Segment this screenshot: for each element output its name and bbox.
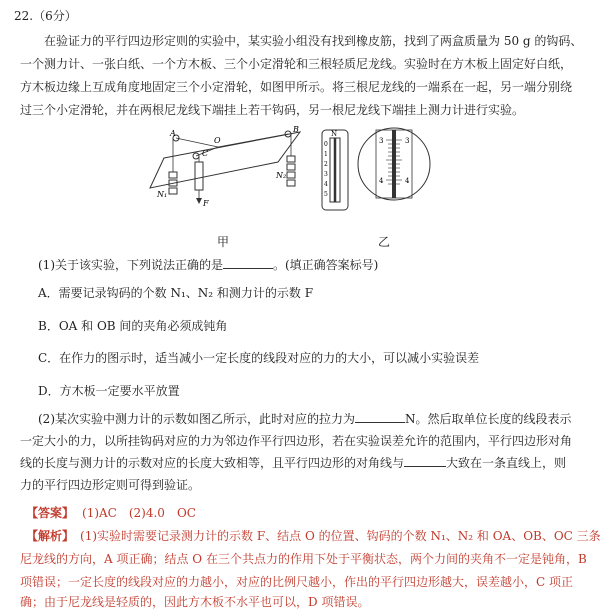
option-a: A．需要记录钩码的个数 N₁、N₂ 和测力计的示数 F	[38, 286, 314, 300]
label-n: N	[331, 130, 338, 138]
answer-line	[26, 505, 196, 521]
tick-0: 0	[324, 141, 328, 148]
stem-line-3: 方木板边缘上互成角度地固定三个小定滑轮，如图甲所示。将三根尼龙线的一端系在一起，另一端分别绕	[20, 80, 573, 94]
part2-line-1	[38, 411, 572, 427]
part2-l3a: 线的长度与测力计的示数对应的长度大致相等，且平行四边形的对角线与	[20, 456, 405, 470]
option-c: C．在作力的图示时，适当减小一定长度的线段对应的力的大小，可以减小实验误差	[38, 351, 480, 365]
part2-line-2: 一定大小的力，以所挂钩码对应的力为邻边作平行四边形，若在实验误差允许的范围内，平行四边形对角	[20, 434, 573, 448]
part2-line-3	[20, 455, 566, 471]
analysis-line-3: 项错误；一定长度的线段对应的力越小，对应的比例尺越小，作出的平行四边形越大，误差越小，C 项正	[20, 575, 574, 589]
stem-line-2: 一个测力计、一张白纸、一个方木板、三个小定滑轮和三根轻质尼龙线。实验时在方木板上固定好白纸，	[20, 57, 573, 71]
part2-l1b: N。然后取单位长度的线段表示	[405, 412, 572, 426]
option-b: B．OA 和 OB 间的夹角必须成钝角	[38, 319, 228, 333]
label-a: A	[170, 129, 176, 138]
part2-line-4: 力的平行四边形定则可得到验证。	[20, 478, 201, 492]
zoom-tick-4-left: 4	[379, 177, 384, 185]
label-f: F	[203, 199, 209, 208]
zoom-tick-3-right: 3	[405, 137, 410, 145]
analysis-text-1: (1)实验时需要记录测力计的示数 F、结点 O 的位置、钩码的个数 N₁、N₂ 和 OA、OB、OC 三条	[80, 529, 601, 543]
analysis-line-2: 尼龙线的方向，A 项正确；结点 O 在三个共点力的作用下处于平衡状态，两个力间的夹角不一定是钝角，B	[20, 552, 587, 566]
part2-blank-1	[355, 411, 405, 423]
option-d: D．方木板一定要水平放置	[38, 384, 180, 398]
analysis-tag: 【解析】	[26, 529, 75, 543]
stem-line-1: 在验证力的平行四边形定则的实验中，某实验小组没有找到橡皮筋，找到了两盒质量为 50 g 的钩码、	[44, 34, 583, 48]
figure-jia	[150, 125, 300, 208]
zoom-tick-4-right: 4	[405, 177, 410, 185]
stem-line-4: 过三个小定滑轮，并在两根尼龙线下端挂上若干钩码，另一根尼龙线下端挂上测力计进行实验。	[20, 103, 525, 117]
label-b: B	[293, 125, 299, 134]
question-number: 22.（6分）	[14, 9, 77, 23]
tick-3: 3	[324, 171, 328, 178]
answer-text: (1)AC (2)4.0 OC	[82, 506, 196, 520]
label-n2: N₂	[276, 171, 287, 180]
part1-question	[38, 257, 378, 273]
analysis-line-4: 确；由于尼龙线是轻质的，因此方木板不水平也可以，D 项错误。	[20, 595, 370, 609]
label-c: C	[202, 149, 209, 158]
label-o: O	[214, 136, 221, 145]
zoom-tick-3-left: 3	[379, 137, 384, 145]
part1-prefix: (1)关于该实验，下列说法正确的是	[38, 258, 223, 272]
tick-1: 1	[324, 151, 328, 158]
tick-2: 2	[324, 161, 328, 168]
part1-blank	[223, 257, 273, 269]
part1-suffix: 。(填正确答案标号)	[273, 258, 379, 272]
experiment-figure	[150, 122, 440, 232]
part2-l3b: 大致在一条直线上，则	[446, 456, 567, 470]
tick-5: 5	[324, 191, 328, 198]
answer-tag: 【答案】	[26, 506, 75, 520]
figure-label-yi: 乙	[378, 235, 391, 249]
label-n1: N₁	[157, 190, 168, 199]
part2-l1a: (2)某次实验中测力计的示数如图乙所示，此时对应的拉力为	[38, 412, 356, 426]
analysis-line-1	[26, 528, 601, 544]
part2-blank-2	[404, 455, 446, 467]
tick-4: 4	[324, 181, 328, 188]
figure-label-jia: 甲	[217, 235, 230, 249]
figure-yi	[322, 128, 430, 210]
